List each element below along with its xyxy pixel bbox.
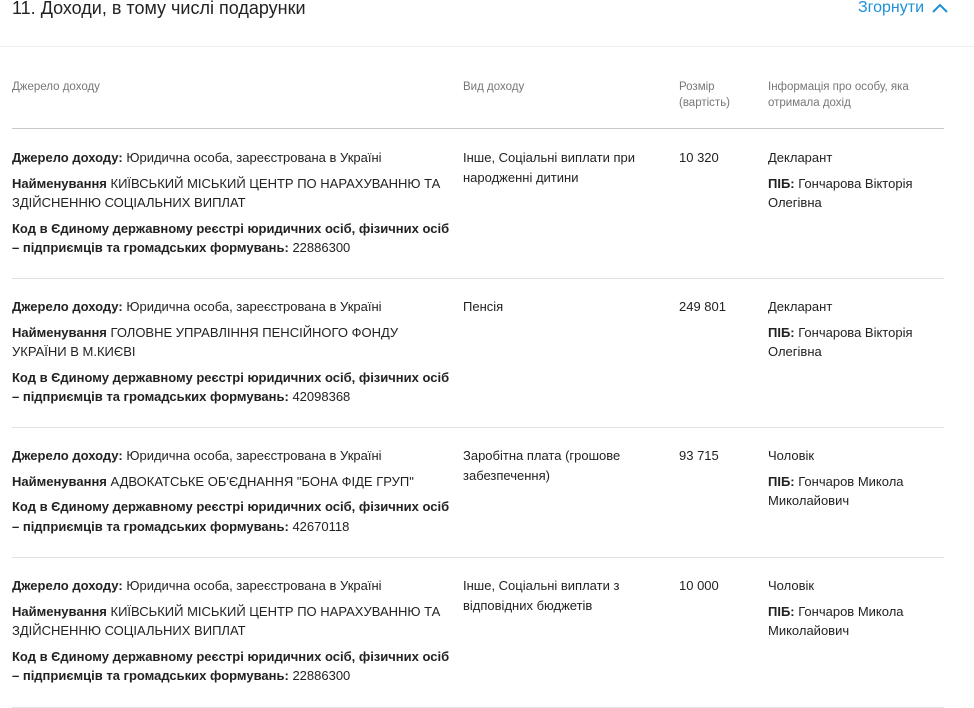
table-row [12,278,944,428]
code-value: 42670118 [292,518,350,534]
chevron-up-icon [932,3,948,13]
source-label: Джерело доходу: [12,578,123,593]
source-label: Джерело доходу: [12,299,123,314]
section-title: 11. Доходи, в тому числі подарунки [12,0,306,18]
source-value: Юридична особа, зареєстрована в Україні [126,578,382,593]
recipient-pib-line [768,472,943,511]
table-row [12,557,944,708]
source-value: Юридична особа, зареєстрована в Україні [126,150,382,165]
code-value: 42098368 [292,389,351,404]
pib-value: Гончарова Вікторія Олегівна [768,324,913,359]
name-label: Найменування [12,473,107,489]
source-value: Юридична особа, зареєстрована в Україні [126,299,382,314]
income-type-cell: Інше, Соціальні виплати при народженні дитини [463,150,635,185]
name-label: Найменування [12,324,107,340]
recipient-pib-line [768,323,943,362]
recipient-role: Чоловік [768,578,815,593]
name-value: КИЇВСЬКИЙ МІСЬКИЙ ЦЕНТР ПО НАРАХУВАННЮ ТА ЗДІЙСНЕННЮ СОЦІАЛЬНИХ ВИПЛАТ [12,175,441,210]
income-source-cell [12,446,452,542]
name-line [12,472,452,492]
table-row [12,427,944,558]
recipient-role: Чоловік [768,448,815,463]
recipient-role: Декларант [768,150,833,165]
recipient-cell [768,446,943,517]
pib-label: ПІБ: [768,603,795,619]
code-line [12,497,452,536]
recipient-pib-line [768,602,943,641]
source-label: Джерело доходу: [12,448,123,463]
income-amount-cell: 93 715 [679,448,719,463]
name-line [12,174,452,213]
name-value: АДВОКАТСЬКЕ ОБ'ЄДНАННЯ "БОНА ФІДЕ ГРУП" [110,473,414,489]
income-amount-cell: 10 000 [679,578,719,593]
recipient-cell [768,576,943,647]
pib-value: Гончаров Микола Миколайович [768,473,904,508]
recipient-cell [768,297,943,368]
source-line [12,576,452,596]
source-line [12,297,452,317]
name-label: Найменування [12,175,107,191]
income-type-cell: Заробітна плата (грошове забезпечення) [463,448,621,483]
name-line [12,323,452,362]
pib-value: Гончаров Микола Миколайович [768,603,904,638]
code-line [12,647,452,686]
pib-label: ПІБ: [768,324,795,340]
recipient-pib-line [768,174,943,213]
source-line [12,148,452,168]
code-value: 22886300 [292,240,351,255]
recipient-role: Декларант [768,299,833,314]
source-value: Юридична особа, зареєстрована в Україні [126,448,382,463]
section-header [0,0,974,47]
source-line [12,446,452,466]
column-header-source: Джерело доходу [12,81,100,93]
collapse-label: Згорнути [857,0,924,16]
recipient-cell [768,148,943,219]
code-line [12,368,452,407]
pib-label: ПІБ: [768,473,795,489]
income-type-cell: Пенсія [463,299,504,314]
name-value: КИЇВСЬКИЙ МІСЬКИЙ ЦЕНТР ПО НАРАХУВАННЮ ТА ЗДІЙСНЕННЮ СОЦІАЛЬНИХ ВИПЛАТ [12,603,441,638]
code-line [12,219,452,258]
column-header-amount: Розмір (вартість) [679,81,731,109]
code-value: 22886300 [292,668,351,683]
column-header-recipient: Інформація про особу, яка отримала дохід [768,81,909,109]
code-label: Код в Єдиному державному реєстрі юридичних осіб, фізичних осіб – підприємців та громадських формувань: [12,220,450,255]
income-amount-cell: 10 320 [679,150,719,165]
income-source-cell [12,148,452,264]
column-header-type: Вид доходу [463,81,525,93]
code-label: Код в Єдиному державному реєстрі юридичних осіб, фізичних осіб – підприємців та громадських формувань: [12,369,450,404]
collapse-button[interactable] [858,0,948,17]
name-label: Найменування [12,603,107,619]
name-line [12,602,452,641]
code-label: Код в Єдиному державному реєстрі юридичних осіб, фізичних осіб – підприємців та громадських формувань: [12,499,450,534]
income-type-cell: Інше, Соціальні виплати з відповідних бюджетів [463,578,620,613]
name-value: ГОЛОВНЕ УПРАВЛІННЯ ПЕНСІЙНОГО ФОНДУ УКРАЇНИ В М.КИЄВІ [12,324,399,359]
code-label: Код в Єдиному державному реєстрі юридичних осіб, фізичних осіб – підприємців та громадських формувань: [12,648,450,683]
income-source-cell [12,576,452,692]
table-row [12,129,944,279]
pib-label: ПІБ: [768,175,795,191]
income-source-cell [12,297,452,413]
pib-value: Гончарова Вікторія Олегівна [768,175,913,210]
income-amount-cell: 249 801 [679,299,726,314]
source-label: Джерело доходу: [12,150,123,165]
